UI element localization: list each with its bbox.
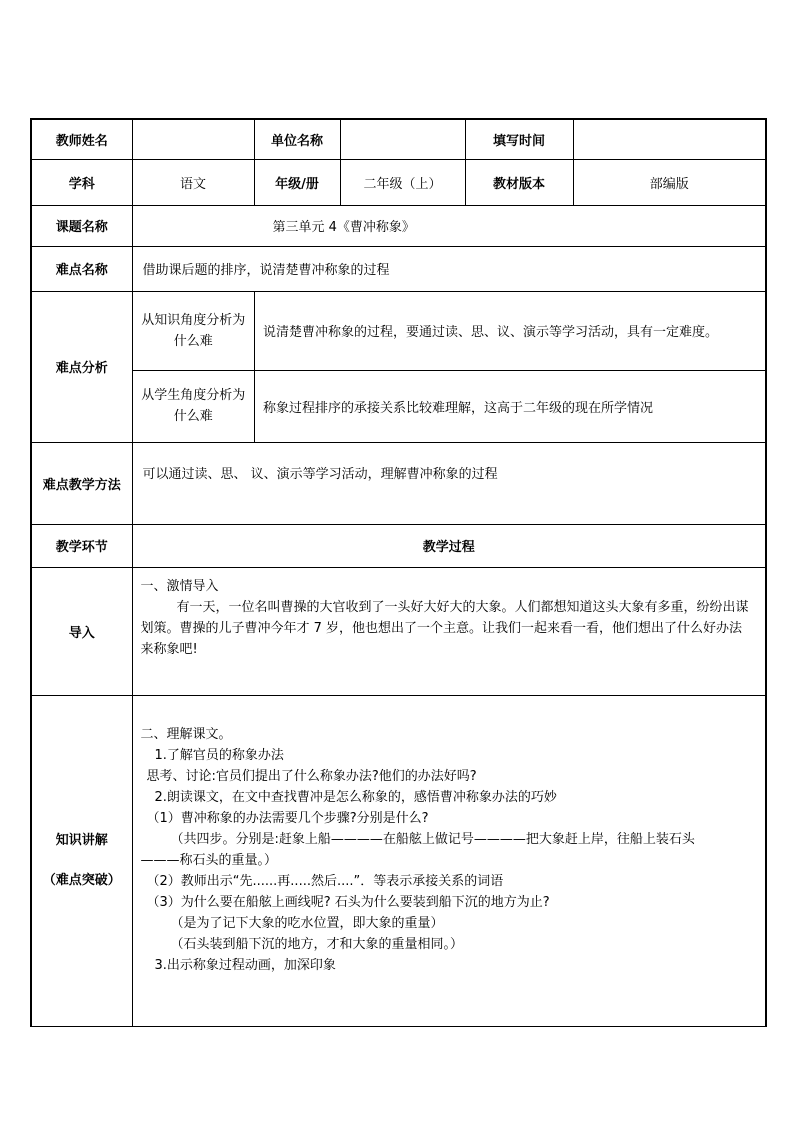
student-analysis-label: 从学生角度分析为什么难 xyxy=(133,371,255,442)
analysis-row xyxy=(31,291,766,442)
lecture-line: （石头装到船下沉的地方，才和大象的重量相同。） xyxy=(170,936,464,952)
fill-time-value[interactable] xyxy=(573,119,766,159)
intro-content xyxy=(132,567,766,695)
intro-row xyxy=(31,567,766,695)
intro-text: 有一天，一位名叫曹操的大官收到了一头好大好大的大象。人们都想知道这头大象有多重，纷纷出谋划策。曹操的儿子曹冲今年才 7 岁，他也想出了一个主意。让我们一起来看一看，他们想出了什么好办法来称象吧! xyxy=(140,599,749,657)
process-label: 教学过程 xyxy=(132,524,766,567)
intro-heading: 一、激情导入 xyxy=(140,578,219,594)
lecture-line: 思考、讨论:官员们提出了什么称象办法?他们的办法好吗? xyxy=(146,768,477,784)
lecture-line: （共四步。分别是:赶象上船————在船舷上做记号————把大象赶上岸，往船上装石头 xyxy=(170,831,695,847)
teacher-name-value[interactable] xyxy=(132,119,254,159)
lecture-line: 1.了解官员的称象办法 xyxy=(154,747,284,763)
student-analysis-value: 称象过程排序的承接关系比较难理解，这高于二年级的现在所学情况 xyxy=(255,371,766,442)
analysis-subtable xyxy=(133,292,766,442)
header-row-1 xyxy=(31,119,766,159)
lecture-row xyxy=(31,695,766,1026)
process-header-row xyxy=(31,524,766,567)
grade-value: 二年级（上） xyxy=(340,159,465,205)
process-stage-label: 教学环节 xyxy=(31,524,132,567)
lecture-sublabel: （难点突破） xyxy=(42,872,121,888)
lecture-line: 2.朗读课文，在文中查找曹冲是怎么称象的，感悟曹冲称象办法的巧妙 xyxy=(154,789,557,805)
textbook-value: 部编版 xyxy=(573,159,766,205)
analysis-subtable-cell xyxy=(132,291,766,442)
header-row-2 xyxy=(31,159,766,205)
unit-label: 单位名称 xyxy=(254,119,340,159)
grade-label: 年级/册 xyxy=(254,159,340,205)
lecture-line: 二、理解课文。 xyxy=(140,726,232,742)
subject-label: 学科 xyxy=(31,159,132,205)
textbook-label: 教材版本 xyxy=(465,159,573,205)
lecture-line: （2）教师出示“先......再.....然后....”．等表示承接关系的词语 xyxy=(146,873,504,889)
analysis-label: 难点分析 xyxy=(31,291,132,442)
intro-label: 导入 xyxy=(31,567,132,695)
topic-value: 第三单元 4《曹冲称象》 xyxy=(132,205,766,246)
difficulty-label: 难点名称 xyxy=(31,246,132,291)
lecture-content xyxy=(132,695,766,1026)
lecture-line: 3.出示称象过程动画，加深印象 xyxy=(154,957,336,973)
lecture-line: （1）曹冲称象的办法需要几个步骤?分别是什么? xyxy=(146,810,429,826)
topic-row xyxy=(31,205,766,246)
teacher-name-label: 教师姓名 xyxy=(31,119,132,159)
method-row xyxy=(31,442,766,524)
method-label: 难点教学方法 xyxy=(31,442,132,524)
unit-value[interactable] xyxy=(340,119,465,159)
lecture-label-cell xyxy=(31,695,132,1026)
fill-time-label: 填写时间 xyxy=(465,119,573,159)
method-value: 可以通过读、思、 议、演示等学习活动，理解曹冲称象的过程 xyxy=(132,442,766,524)
lecture-line: （是为了记下大象的吃水位置，即大象的重量） xyxy=(170,915,444,931)
difficulty-row xyxy=(31,246,766,291)
lesson-plan-table xyxy=(30,118,767,1027)
difficulty-value: 借助课后题的排序，说清楚曹冲称象的过程 xyxy=(132,246,766,291)
lecture-label: 知识讲解 xyxy=(55,832,108,848)
knowledge-analysis-label: 从知识角度分析为什么难 xyxy=(133,292,255,371)
lecture-line: ———称石头的重量。） xyxy=(140,852,278,868)
knowledge-analysis-value: 说清楚曹冲称象的过程，要通过读、思、议、演示等学习活动，具有一定难度。 xyxy=(255,292,766,371)
subject-value: 语文 xyxy=(132,159,254,205)
topic-label: 课题名称 xyxy=(31,205,132,246)
lecture-line: （3）为什么要在船舷上画线呢? 石头为什么要装到船下沉的地方为止? xyxy=(146,894,550,910)
